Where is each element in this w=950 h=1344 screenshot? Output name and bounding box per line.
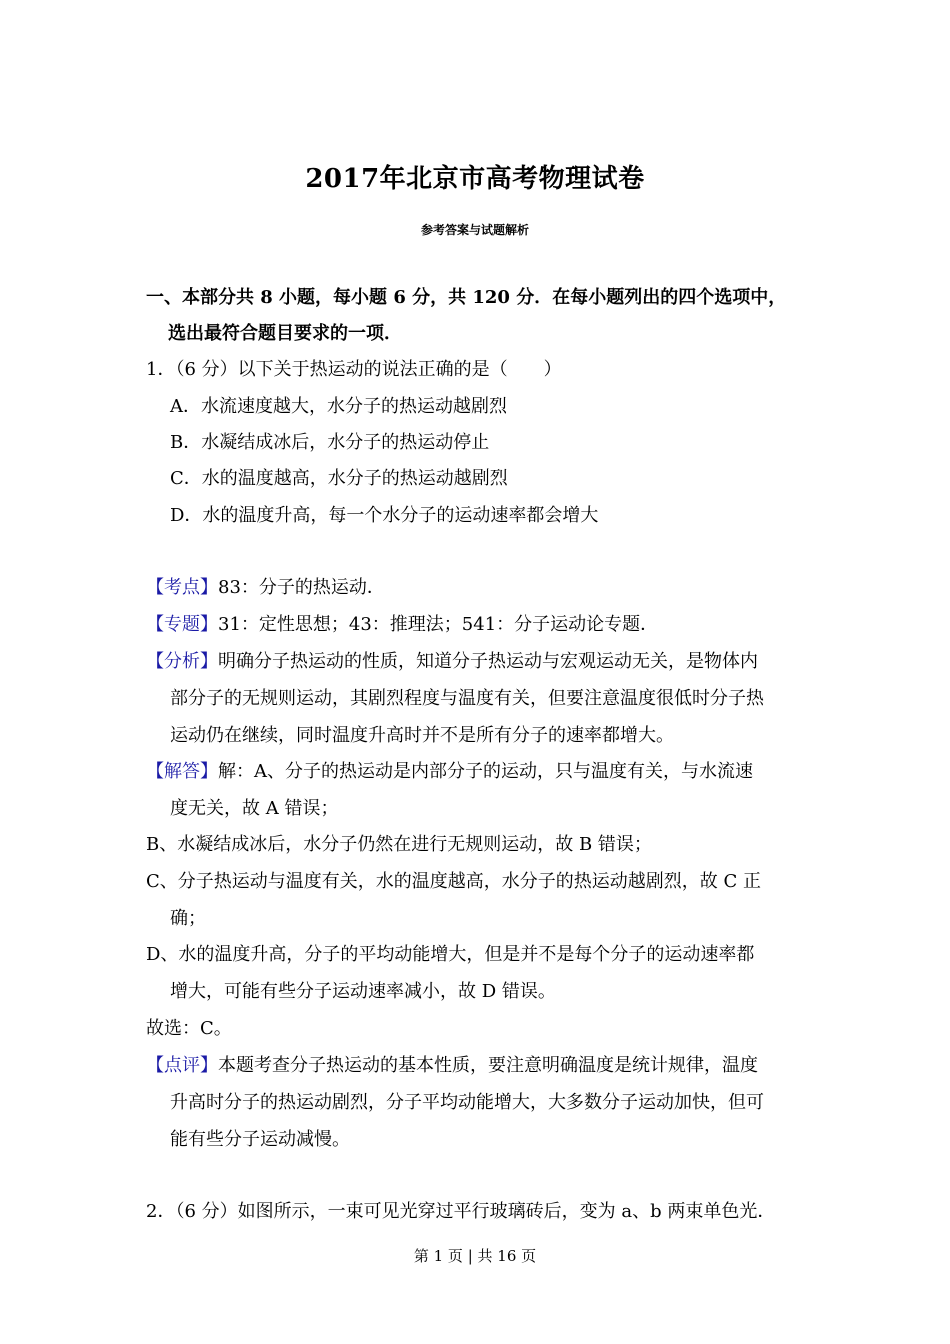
dianping-tag: 【点评】 bbox=[146, 1055, 218, 1076]
dianping-line-3: 能有些分子运动减慢。 bbox=[170, 1129, 350, 1150]
section-heading-line2: 选出最符合题目要求的一项． bbox=[168, 323, 402, 344]
page-footer: 第 1 页 | 共 16 页 bbox=[413, 1247, 537, 1265]
zhuanti-text: 31：定性思想；43：推理法；541：分子运动论专题． bbox=[218, 614, 659, 635]
kaodian-tag: 【考点】 bbox=[146, 577, 218, 598]
fenxi-text-1: 明确分子热运动的性质，知道分子热运动与宏观运动无关，是物体内 bbox=[218, 651, 758, 672]
fenxi-line-2: 部分子的无规则运动，其剧烈程度与温度有关，但要注意温度很低时分子热 bbox=[170, 688, 764, 709]
question-1-option-b: B．水凝结成冰后，水分子的热运动停止 bbox=[170, 432, 490, 453]
dianping-line-2: 升高时分子的热运动剧烈，分子平均动能增大，大多数分子运动加快，但可 bbox=[170, 1092, 764, 1113]
document-title: 2017年北京市高考物理试卷 bbox=[305, 164, 645, 194]
question-1-option-d: D．水的温度升高，每一个水分子的运动速率都会增大 bbox=[170, 505, 599, 526]
dianping-text-1: 本题考查分子热运动的基本性质，要注意明确温度是统计规律，温度 bbox=[218, 1055, 758, 1076]
fenxi-line-3: 运动仍在继续，同时温度升高时并不是所有分子的速率都增大。 bbox=[170, 725, 674, 746]
document-subtitle: 参考答案与试题解析 bbox=[420, 223, 529, 237]
jieda-line-7: 增大，可能有些分子运动速率减小，故 D 错误。 bbox=[170, 981, 556, 1002]
kaodian-text: 83：分子的热运动． bbox=[218, 577, 385, 598]
dianping-line-1 bbox=[146, 1054, 758, 1078]
jieda-line-2: 度无关，故 A 错误； bbox=[170, 798, 339, 819]
jieda-line-3: B、水凝结成冰后，水分子仍然在进行无规则运动，故 B 错误； bbox=[146, 834, 652, 855]
question-1-stem: 1．（6 分）以下关于热运动的说法正确的是（ ） bbox=[146, 359, 562, 380]
answer-choice-line: 故选：C。 bbox=[146, 1018, 232, 1039]
jieda-line-4: C、分子热运动与温度有关，水的温度越高，水分子的热运动越剧烈，故 C 正 bbox=[146, 871, 761, 892]
fenxi-tag: 【分析】 bbox=[146, 651, 218, 672]
question-1-option-c: C．水的温度越高，水分子的热运动越剧烈 bbox=[170, 468, 508, 489]
jieda-text-1: 解：A、分子的热运动是内部分子的运动，只与温度有关，与水流速 bbox=[218, 761, 753, 782]
fenxi-line-1 bbox=[146, 650, 758, 674]
jieda-tag: 【解答】 bbox=[146, 761, 218, 782]
jieda-line-1 bbox=[146, 760, 753, 784]
zhuanti-tag: 【专题】 bbox=[146, 614, 218, 635]
section-heading-line1: 一、本部分共 8 小题，每小题 6 分，共 120 分．在每小题列出的四个选项中， bbox=[146, 287, 787, 308]
jieda-line-5: 确； bbox=[170, 908, 206, 929]
jieda-line-6: D、水的温度升高，分子的平均动能增大，但是并不是每个分子的运动速率都 bbox=[146, 944, 755, 965]
question-2-stem: 2．（6 分）如图所示，一束可见光穿过平行玻璃砖后，变为 a、b 两束单色光． bbox=[146, 1201, 776, 1222]
zhuanti-line bbox=[146, 613, 658, 637]
question-1-option-a: A．水流速度越大，水分子的热运动越剧烈 bbox=[170, 396, 507, 417]
kaodian-line bbox=[146, 576, 385, 600]
